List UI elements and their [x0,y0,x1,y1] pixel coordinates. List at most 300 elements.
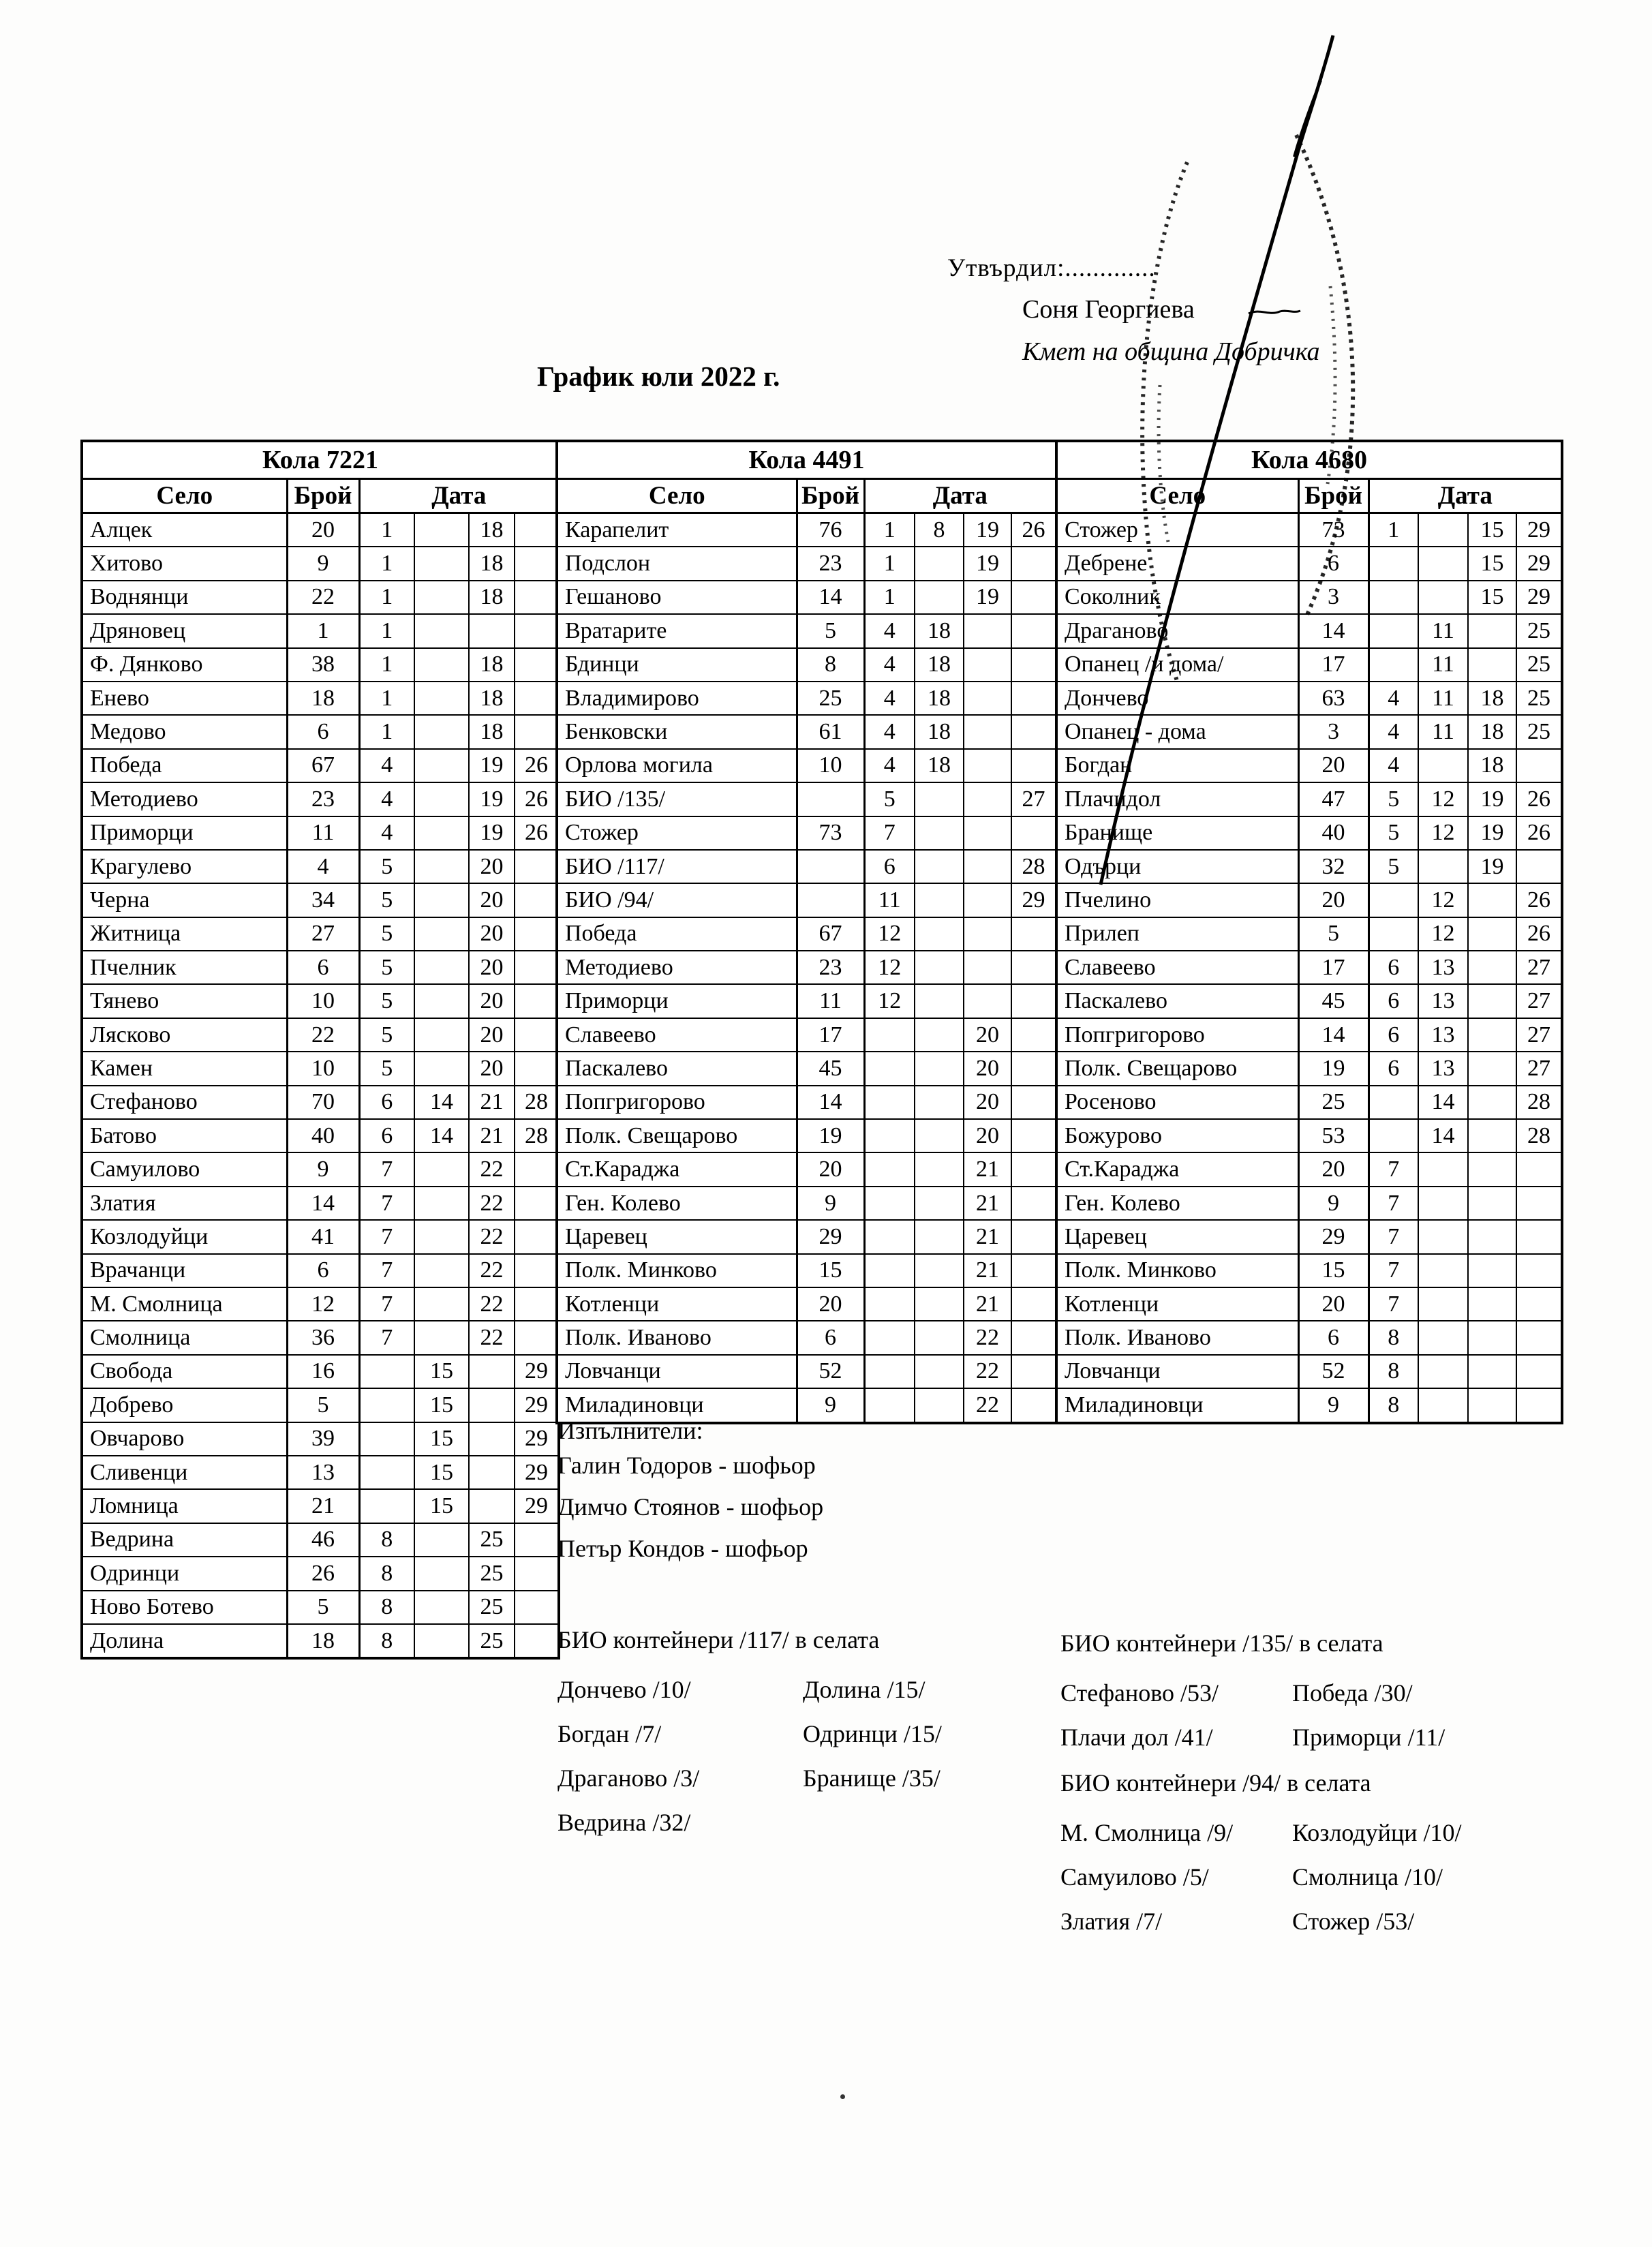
village-cell: Методиево [82,782,287,816]
village-cell: Воднянци [82,581,287,614]
village-cell: Ген. Колево [557,1187,797,1220]
date-cell [414,1523,469,1557]
date-cell [1516,1220,1562,1253]
date-cell [515,648,559,682]
village-cell: Опанец - дома [1056,715,1298,748]
col-header-data: Дата [864,479,1056,513]
village-cell: Полк. Иваново [1056,1321,1298,1354]
count-cell: 63 [1298,682,1368,715]
date-cell [515,1254,559,1287]
count-cell: 53 [1298,1119,1368,1152]
table-row [557,1018,1056,1052]
date-cell: 1 [1368,513,1418,547]
col-header-data: Дата [359,479,559,513]
date-cell [359,1489,414,1523]
date-cell [469,614,515,647]
bio-section-135 [1060,1629,1551,1751]
date-cell [915,883,964,917]
schedule-table-kola-4491 [555,440,1058,1424]
date-cell [414,1220,469,1253]
count-cell: 9 [1298,1388,1368,1422]
date-cell: 7 [864,816,915,850]
date-cell [1516,1321,1562,1354]
count-cell: 67 [797,917,864,951]
date-cell [1011,1119,1056,1152]
date-cell: 14 [1418,1086,1468,1119]
count-cell: 17 [1298,648,1368,682]
date-cell [1011,1254,1056,1287]
count-cell: 45 [797,1052,864,1085]
date-cell: 22 [964,1355,1011,1388]
village-cell: Орлова могила [557,749,797,782]
date-cell [414,984,469,1018]
village-cell: Паскалево [557,1052,797,1085]
date-cell [915,1152,964,1186]
date-cell: 5 [359,883,414,917]
village-cell: Царевец [557,1220,797,1253]
date-cell [964,749,1011,782]
count-cell: 52 [797,1355,864,1388]
date-cell: 19 [469,816,515,850]
date-cell: 18 [915,614,964,647]
table-row [82,1523,559,1557]
date-cell [915,816,964,850]
count-cell: 18 [287,682,359,715]
village-cell: Опанец /и дома/ [1056,648,1298,682]
table-row [557,581,1056,614]
count-cell: 20 [1298,1152,1368,1186]
bio-section-94 [1060,1769,1551,1935]
date-cell [964,782,1011,816]
village-cell: Паскалево [1056,984,1298,1018]
date-cell: 8 [359,1523,414,1557]
table-row [82,581,559,614]
village-cell: Победа [557,917,797,951]
date-cell: 8 [359,1557,414,1590]
date-cell: 26 [1516,883,1562,917]
date-cell [414,917,469,951]
count-cell: 22 [287,1018,359,1052]
date-cell: 19 [469,749,515,782]
count-cell: 6 [287,715,359,748]
date-cell [515,1321,559,1354]
date-cell [414,715,469,748]
date-cell [1516,1355,1562,1388]
date-cell: 20 [469,951,515,984]
date-cell [915,1254,964,1287]
count-cell: 27 [287,917,359,951]
village-cell: Подслон [557,547,797,580]
table-row [557,951,1056,984]
date-cell [1468,951,1516,984]
date-cell: 20 [469,850,515,883]
date-cell: 5 [1368,816,1418,850]
table-row [1056,749,1562,782]
date-cell: 20 [469,917,515,951]
date-cell [414,581,469,614]
date-cell [414,1254,469,1287]
village-cell: БИО /135/ [557,782,797,816]
table-row [1056,917,1562,951]
date-cell: 7 [359,1152,414,1186]
date-cell: 5 [359,1052,414,1085]
table-row [1056,816,1562,850]
date-cell [1368,917,1418,951]
date-cell [1516,1254,1562,1287]
date-cell [915,1052,964,1085]
count-cell: 67 [287,749,359,782]
bio-item: Стожер /53/ [1292,1908,1415,1935]
table-row [82,1355,559,1388]
table-row [82,1287,559,1321]
date-cell [915,1388,964,1422]
date-cell [1011,1152,1056,1186]
date-cell: 12 [1418,816,1468,850]
date-cell [915,1086,964,1119]
village-cell: Крагулево [82,850,287,883]
table-row [1056,715,1562,748]
table-row [557,1321,1056,1354]
date-cell: 21 [469,1086,515,1119]
date-cell [359,1355,414,1388]
date-cell: 20 [469,883,515,917]
table-row [82,1321,559,1354]
table-row [557,547,1056,580]
village-cell: Приморци [557,984,797,1018]
village-cell: Лясково [82,1018,287,1052]
date-cell [414,513,469,547]
table-row [557,648,1056,682]
date-cell: 19 [964,513,1011,547]
date-cell [1011,547,1056,580]
date-cell: 15 [1468,513,1516,547]
date-cell [359,1422,414,1456]
count-cell: 23 [797,951,864,984]
approver-name: Соня Георгиева [1022,295,1195,324]
bio-item: Дончево /10/ [557,1676,691,1703]
count-cell: 23 [287,782,359,816]
village-cell: Прилеп [1056,917,1298,951]
car-header: Кола 4680 [1056,441,1562,479]
date-cell: 20 [964,1052,1011,1085]
date-cell [1516,1187,1562,1220]
date-cell: 28 [1011,850,1056,883]
date-cell [515,1287,559,1321]
date-cell: 4 [1368,682,1418,715]
date-cell [414,816,469,850]
date-cell: 1 [864,581,915,614]
date-cell: 14 [1418,1119,1468,1152]
date-cell [1468,1321,1516,1354]
count-cell: 26 [287,1557,359,1590]
date-cell: 22 [469,1152,515,1186]
date-cell: 27 [1516,951,1562,984]
village-cell: Дебрене [1056,547,1298,580]
table-row [557,1187,1056,1220]
date-cell [864,1254,915,1287]
count-cell: 21 [287,1489,359,1523]
date-cell [515,614,559,647]
date-cell [1011,1388,1056,1422]
executor-line: Галин Тодоров - шофьор [557,1452,816,1479]
date-cell [1011,1018,1056,1052]
count-cell [797,883,864,917]
page-title: График юли 2022 г. [537,361,780,392]
bio-item: Долина /15/ [803,1676,926,1703]
date-cell: 1 [864,513,915,547]
date-cell [1011,1052,1056,1085]
table-row [82,749,559,782]
date-cell [964,984,1011,1018]
approver-role: Кмет на община Добричка [1022,337,1320,366]
date-cell [1368,1119,1418,1152]
table-row [1056,1119,1562,1152]
count-cell: 20 [287,513,359,547]
village-cell: Ст.Караджа [1056,1152,1298,1186]
date-cell [469,1456,515,1489]
date-cell: 11 [1418,682,1468,715]
table-row [82,1018,559,1052]
village-cell: Ново Ботево [82,1591,287,1624]
count-cell: 10 [287,984,359,1018]
count-cell: 22 [287,581,359,614]
date-cell: 6 [864,850,915,883]
date-cell [1368,883,1418,917]
date-cell [864,1086,915,1119]
table-row [82,648,559,682]
date-cell [915,782,964,816]
count-cell: 25 [1298,1086,1368,1119]
date-cell: 20 [469,1052,515,1085]
village-cell: Попгригорово [557,1086,797,1119]
bio-item: Богдан /7/ [557,1720,662,1747]
date-cell [1011,1187,1056,1220]
count-cell: 15 [797,1254,864,1287]
date-cell [864,1355,915,1388]
table-row [82,850,559,883]
count-cell: 40 [1298,816,1368,850]
village-cell: Одринци [82,1557,287,1590]
date-cell: 1 [864,547,915,580]
date-cell [414,1018,469,1052]
village-cell: Вратарите [557,614,797,647]
date-cell [515,1018,559,1052]
date-cell: 29 [1516,547,1562,580]
count-cell: 36 [287,1321,359,1354]
date-cell: 11 [1418,648,1468,682]
date-cell: 6 [1368,1018,1418,1052]
count-cell: 3 [1298,715,1368,748]
date-cell: 28 [1516,1119,1562,1152]
date-cell: 21 [964,1187,1011,1220]
count-cell: 34 [287,883,359,917]
date-cell [469,1422,515,1456]
date-cell [915,1287,964,1321]
count-cell: 9 [797,1187,864,1220]
date-cell [1011,581,1056,614]
table-row [82,1388,559,1422]
date-cell: 5 [359,917,414,951]
date-cell: 11 [1418,614,1468,647]
count-cell: 12 [287,1287,359,1321]
date-cell [964,951,1011,984]
bio-item: Златия /7/ [1060,1908,1163,1935]
date-cell: 27 [1516,1018,1562,1052]
table-row [557,1220,1056,1253]
date-cell [1011,951,1056,984]
date-cell: 18 [915,648,964,682]
schedule-table-kola-7221 [80,440,560,1660]
table-row [82,1086,559,1119]
date-cell: 19 [964,547,1011,580]
table-row [557,1287,1056,1321]
date-cell: 29 [515,1355,559,1388]
date-cell [1368,581,1418,614]
village-cell: Славеево [557,1018,797,1052]
date-cell [469,1489,515,1523]
date-cell: 28 [515,1119,559,1152]
count-cell: 23 [797,547,864,580]
date-cell: 18 [469,513,515,547]
signature-squiggle [1249,311,1300,314]
date-cell [515,1152,559,1186]
table-row [557,984,1056,1018]
date-cell [1468,1152,1516,1186]
table-row [557,1086,1056,1119]
date-cell: 11 [1418,715,1468,748]
date-cell [414,614,469,647]
village-cell: Енево [82,682,287,715]
table-row [82,1119,559,1152]
date-cell: 7 [1368,1287,1418,1321]
date-cell [915,951,964,984]
count-cell: 25 [797,682,864,715]
count-cell: 20 [1298,883,1368,917]
date-cell: 7 [1368,1187,1418,1220]
date-cell: 18 [469,715,515,748]
table-row [557,917,1056,951]
count-cell: 5 [1298,917,1368,951]
count-cell: 39 [287,1422,359,1456]
count-cell: 73 [1298,513,1368,547]
count-cell: 47 [1298,782,1368,816]
count-cell: 46 [287,1523,359,1557]
table-row [1056,1388,1562,1422]
bio-item: Победа /30/ [1292,1679,1413,1707]
date-cell [469,1388,515,1422]
date-cell [1418,1388,1468,1422]
count-cell: 20 [1298,1287,1368,1321]
date-cell: 1 [359,614,414,647]
date-cell: 18 [1468,682,1516,715]
table-row [1056,1152,1562,1186]
count-cell: 10 [287,1052,359,1085]
date-cell [1468,1355,1516,1388]
date-cell [414,648,469,682]
executors-heading: Изпълнители: [557,1417,703,1444]
date-cell: 25 [1516,682,1562,715]
count-cell: 5 [287,1591,359,1624]
date-cell: 20 [964,1119,1011,1152]
date-cell [1011,614,1056,647]
date-cell: 26 [1516,816,1562,850]
village-cell: Батово [82,1119,287,1152]
table-row [1056,850,1562,883]
count-cell: 20 [797,1152,864,1186]
date-cell [414,951,469,984]
count-cell: 9 [797,1388,864,1422]
date-cell [359,1388,414,1422]
date-cell: 19 [469,782,515,816]
count-cell: 70 [287,1086,359,1119]
table-row [1056,1287,1562,1321]
date-cell: 25 [469,1523,515,1557]
date-cell [1468,1388,1516,1422]
village-cell: Стефаново [82,1086,287,1119]
date-cell: 4 [1368,749,1418,782]
date-cell: 29 [515,1422,559,1456]
date-cell [864,1187,915,1220]
date-cell: 15 [414,1422,469,1456]
date-cell: 15 [414,1388,469,1422]
village-cell: Богдан [1056,749,1298,782]
village-cell: Пчелник [82,951,287,984]
date-cell [414,782,469,816]
date-cell [515,1187,559,1220]
date-cell [915,1321,964,1354]
table-row [1056,1254,1562,1287]
date-cell: 22 [469,1187,515,1220]
village-cell: БИО /117/ [557,850,797,883]
village-cell: Ф. Дянково [82,648,287,682]
col-header-selo: Село [557,479,797,513]
table-row [1056,1018,1562,1052]
date-cell: 5 [1368,850,1418,883]
count-cell: 6 [287,951,359,984]
table-row [557,715,1056,748]
date-cell: 12 [864,984,915,1018]
date-cell: 19 [1468,782,1516,816]
date-cell: 25 [469,1557,515,1590]
table-row [82,1557,559,1590]
village-cell: Самуилово [82,1152,287,1186]
date-cell: 29 [515,1388,559,1422]
village-cell: Бранище [1056,816,1298,850]
table-row [82,1422,559,1456]
date-cell: 1 [359,682,414,715]
date-cell [414,850,469,883]
village-cell: Приморци [82,816,287,850]
bio-section-117 [557,1625,1048,1836]
count-cell: 8 [797,648,864,682]
executors-block [557,1416,823,1570]
date-cell [1468,1086,1516,1119]
village-cell: Хитово [82,547,287,580]
date-cell [915,547,964,580]
date-cell: 27 [1011,782,1056,816]
date-cell [515,1523,559,1557]
village-cell: Ломница [82,1489,287,1523]
scan-speck [840,2094,845,2099]
date-cell [1011,682,1056,715]
date-cell [414,1287,469,1321]
table-row [82,1591,559,1624]
village-cell: Козлодуйци [82,1220,287,1253]
village-cell: Полк. Иваново [557,1321,797,1354]
date-cell: 8 [1368,1321,1418,1354]
date-cell [864,1018,915,1052]
date-cell [1516,1388,1562,1422]
